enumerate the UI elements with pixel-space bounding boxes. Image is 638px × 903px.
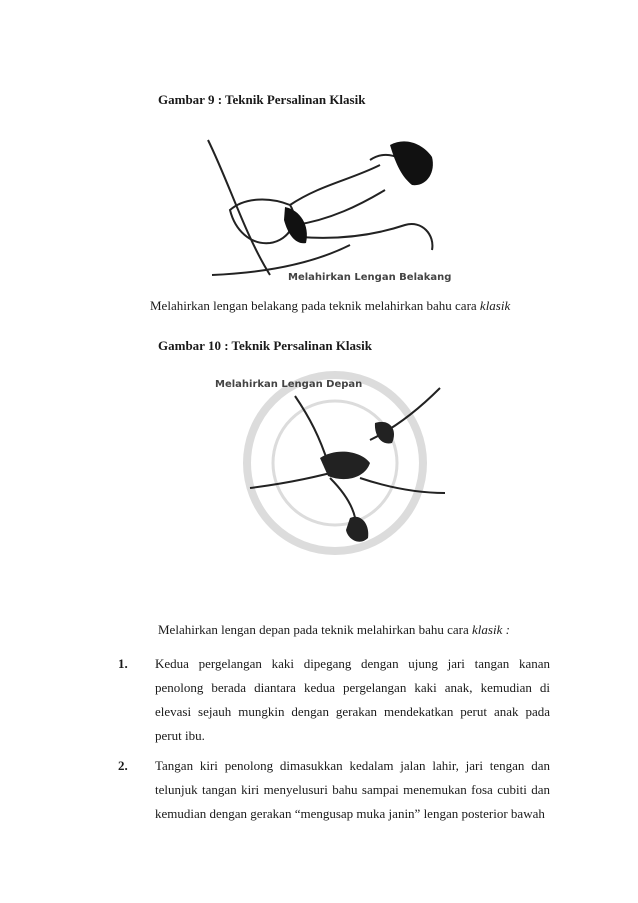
figure10-drawing <box>210 368 455 558</box>
gloved-hand-inner <box>284 207 307 243</box>
list-item-text: Tangan kiri penolong dimasukkan kedalam jalan lahir, jari tengan dan telunjuk tangan kiri menyelusuri bahu sampai menemukan fosa cubiti dan kemudian dengan gerakan “mengusap muka janin” lengan posterior bawah <box>155 758 550 821</box>
figure9-caption-italic: klasik <box>479 298 511 313</box>
list-item-text: Kedua pergelangan kaki dipegang dengan ujung jari tangan kanan penolong berada diantara kedua pergelangan kaki anak, kemudian di elevasi sejauh mungkin dengan gerakan mendekatkan perut anak pada perut ibu. <box>155 656 550 743</box>
figure10-illustration <box>210 368 455 558</box>
figure9-drawing <box>200 125 450 290</box>
arm-line <box>212 245 350 275</box>
figure10-title: Gambar 10 : Teknik Persalinan Klasik <box>158 338 372 353</box>
list-item-number: 2. <box>118 758 128 773</box>
figure9-image-label: Melahirkan Lengan Belakang <box>288 272 452 283</box>
arm-line-right <box>360 478 445 493</box>
list-item-number: 1. <box>118 656 128 671</box>
gloved-hand-front <box>320 452 370 479</box>
gloved-hand <box>390 141 433 185</box>
figure10-caption-italic: klasik : <box>472 622 510 637</box>
baby-hand <box>346 517 368 542</box>
figure10-image-label: Melahirkan Lengan Depan <box>215 379 363 390</box>
figure10-caption <box>158 622 510 638</box>
baby-leg-upper <box>290 165 380 205</box>
baby-head <box>375 422 394 444</box>
list-item <box>118 754 550 826</box>
figure9-caption-text: Melahirkan lengan belakang pada teknik melahirkan bahu cara <box>150 298 480 313</box>
figure9-illustration <box>200 125 450 290</box>
baby-body <box>230 200 294 244</box>
figure10-caption-text: Melahirkan lengan depan pada teknik melahirkan bahu cara <box>158 622 473 637</box>
list-item <box>118 652 550 748</box>
figure9-title: Gambar 9 : Teknik Persalinan Klasik <box>158 92 366 107</box>
numbered-list <box>118 652 550 832</box>
mother-thigh-line <box>208 140 270 275</box>
mother-leg-line <box>300 224 432 250</box>
figure9-caption <box>150 298 510 314</box>
